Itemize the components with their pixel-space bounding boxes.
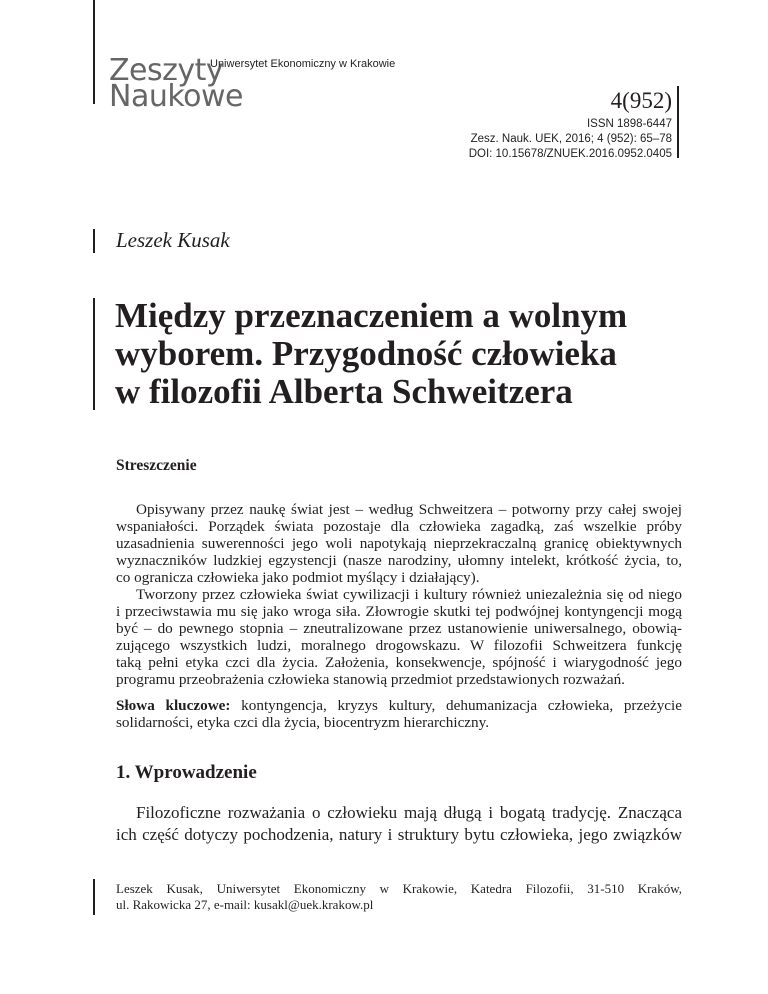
title-line: wyborem. Przygodność człowieka: [115, 334, 617, 373]
keywords-line: solidarności, etyka czci dla życia, biocentryzm hierarchiczny.: [116, 714, 490, 731]
title-line: w filozofii Alberta Schweitzera: [115, 372, 573, 411]
abstract-heading: Streszczenie: [116, 457, 197, 474]
keywords-label: Słowa kluczowe:: [116, 697, 231, 714]
author-rule: [93, 229, 95, 253]
header-right-rule: [677, 86, 679, 158]
abstract-line: Opisywany przez naukę świat jest – według Schweitzera – potworny przy całej swojej: [136, 501, 682, 518]
abstract-line: taką pełni etyka czci dla życia. Założenia, konsekwencje, spójność i wiarygodność jego: [116, 654, 682, 671]
keywords-text: kontyngencja, kryzys kultury, dehumanizacja człowieka, przeżycie: [230, 697, 682, 714]
journal-logo-line1: Zeszyty: [109, 53, 224, 88]
abstract-line: wspaniałości. Porządek świata pozostaje dla człowieka zagadką, zaś wszelkie próby: [116, 518, 682, 535]
abstract-line: i przeciwstawia mu się jako wroga siła. Złowrogie skutki tej podwójnej kontyngencji mogą: [116, 603, 682, 620]
doi: DOI: 10.15678/ZNUEK.2016.0952.0405: [468, 148, 672, 160]
body-line: Filozoficzne rozważania o człowieku mają długą i bogatą tradycję. Znacząca: [136, 803, 682, 822]
abstract-line: programu przeobrażenia człowieka stanowią przedmiot przedstawionych rozważań.: [116, 671, 625, 688]
footnote-rule: [93, 879, 95, 915]
title-line: Między przeznaczeniem a wolnym: [115, 296, 628, 335]
university-name: Uniwersytet Ekonomiczny w Krakowie: [210, 58, 396, 70]
abstract-line: uzasadnienia suwerenności jego woli napotykają nieprzekraczalną granicę obiektywnych: [116, 535, 682, 552]
citation: Zesz. Nauk. UEK, 2016; 4 (952): 65–78: [470, 133, 672, 145]
abstract-line: zującego wszystkich ludzi, moralnego drogowskazu. W filozofii Schweitzera funkcję: [116, 637, 682, 654]
author-address: ul. Rakowicka 27, e-mail: kusakl@uek.krakow.pl: [116, 897, 374, 912]
keywords-line: [116, 697, 682, 714]
journal-logo-line2: Naukowe: [109, 79, 243, 114]
section-heading: 1. Wprowadzenie: [116, 762, 257, 783]
body-line: ich część dotyczy pochodzenia, natury i struktury bytu człowieka, jego związków: [116, 825, 682, 844]
author-affiliation: Leszek Kusak, Uniwersytet Ekonomiczny w Krakowie, Katedra Filozofii, 31-510 Kraków,: [116, 881, 682, 896]
abstract-line: wyznaczników ludzkiej egzystencji (nasze narodziny, ułomny intelekt, krótkość życia, to,: [116, 552, 682, 569]
abstract-line: być – do pewnego stopnia – zneutralizowane przez ustanowienie uniwersalnego, obowią-: [116, 620, 682, 637]
article-title: [115, 297, 715, 411]
title-rule: [93, 298, 95, 410]
issue-number: 4(952): [610, 88, 672, 113]
abstract-line: Tworzony przez człowieka świat cywilizacji i kultury również uniezależnia się od niego: [136, 586, 682, 603]
author-name: Leszek Kusak: [116, 228, 230, 252]
abstract-line: co ogranicza człowieka jako podmiot myślący i działający).: [116, 569, 480, 586]
header-left-rule: [93, 0, 95, 104]
issn: ISSN 1898-6447: [586, 118, 672, 130]
